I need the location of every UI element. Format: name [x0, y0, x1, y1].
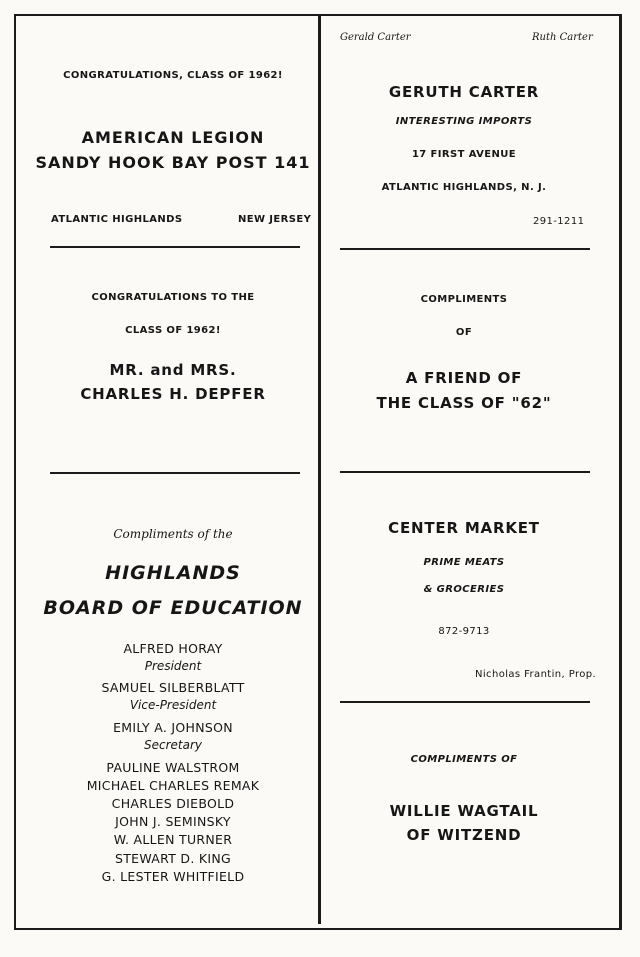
member-name: STEWART D. KING — [114, 851, 232, 866]
carter-tagline: INTERESTING IMPORTS — [395, 116, 533, 127]
depfer-line2: CLASS OF 1962! — [125, 325, 221, 336]
legion-congrats: CONGRATULATIONS, CLASS OF 1962! — [63, 70, 283, 81]
divider-right-2 — [340, 471, 590, 473]
market-prop: Nicholas Frantin, Prop. — [475, 669, 597, 680]
friend-of: OF — [455, 327, 473, 338]
member-name: MICHAEL CHARLES REMAK — [86, 778, 260, 793]
member-name: W. ALLEN TURNER — [113, 832, 233, 847]
carter-city: ATLANTIC HIGHLANDS, N. J. — [381, 182, 547, 193]
member-name: CHARLES DIEBOLD — [111, 796, 235, 811]
member-name: ALFRED HORAY — [123, 641, 223, 656]
member-name: PAULINE WALSTROM — [106, 760, 240, 775]
divider-left-2 — [50, 472, 300, 474]
willie-line1: WILLIE WAGTAIL — [389, 802, 539, 820]
friend-line2: THE CLASS OF "62" — [376, 394, 552, 412]
depfer-name-line1: MR. and MRS. — [109, 361, 237, 379]
carter-owner-left: Gerald Carter — [340, 32, 411, 43]
depfer-name-line2: CHARLES H. DEPFER — [80, 385, 266, 403]
divider-left-1 — [50, 246, 300, 248]
divider-right-1 — [340, 248, 590, 250]
board-compliments: Compliments of the — [113, 527, 233, 541]
willie-compliments: COMPLIMENTS OF — [410, 754, 518, 765]
carter-name: GERUTH CARTER — [388, 83, 540, 101]
carter-owner-right: Ruth Carter — [532, 32, 593, 43]
friend-line1: A FRIEND OF — [405, 369, 523, 387]
carter-street: 17 FIRST AVENUE — [411, 149, 517, 160]
member-title: Secretary — [143, 738, 202, 752]
member-title: Vice-President — [129, 698, 217, 712]
friend-compliments: COMPLIMENTS — [420, 294, 508, 305]
board-title-line1: HIGHLANDS — [105, 562, 241, 584]
member-name: EMILY A. JOHNSON — [113, 720, 233, 735]
member-title: President — [144, 659, 202, 673]
depfer-line1: CONGRATULATIONS TO THE — [91, 292, 255, 303]
market-phone: 872-9713 — [438, 626, 490, 637]
divider-right-3 — [340, 701, 590, 703]
member-name: JOHN J. SEMINSKY — [115, 814, 231, 829]
member-name: SAMUEL SILBERBLATT — [101, 680, 245, 695]
board-title-line2: BOARD OF EDUCATION — [43, 597, 303, 619]
legion-city: ATLANTIC HIGHLANDS — [51, 214, 183, 225]
carter-phone: 291-1211 — [533, 216, 585, 227]
member-name: G. LESTER WHITFIELD — [101, 869, 245, 884]
willie-line2: OF WITZEND — [406, 826, 522, 844]
market-name: CENTER MARKET — [388, 519, 540, 537]
market-line2: & GROCERIES — [423, 584, 505, 595]
legion-name-line1: AMERICAN LEGION — [81, 128, 265, 147]
legion-name-line2: SANDY HOOK BAY POST 141 — [35, 153, 311, 172]
legion-state: NEW JERSEY — [238, 214, 312, 225]
market-line1: PRIME MEATS — [423, 557, 505, 568]
